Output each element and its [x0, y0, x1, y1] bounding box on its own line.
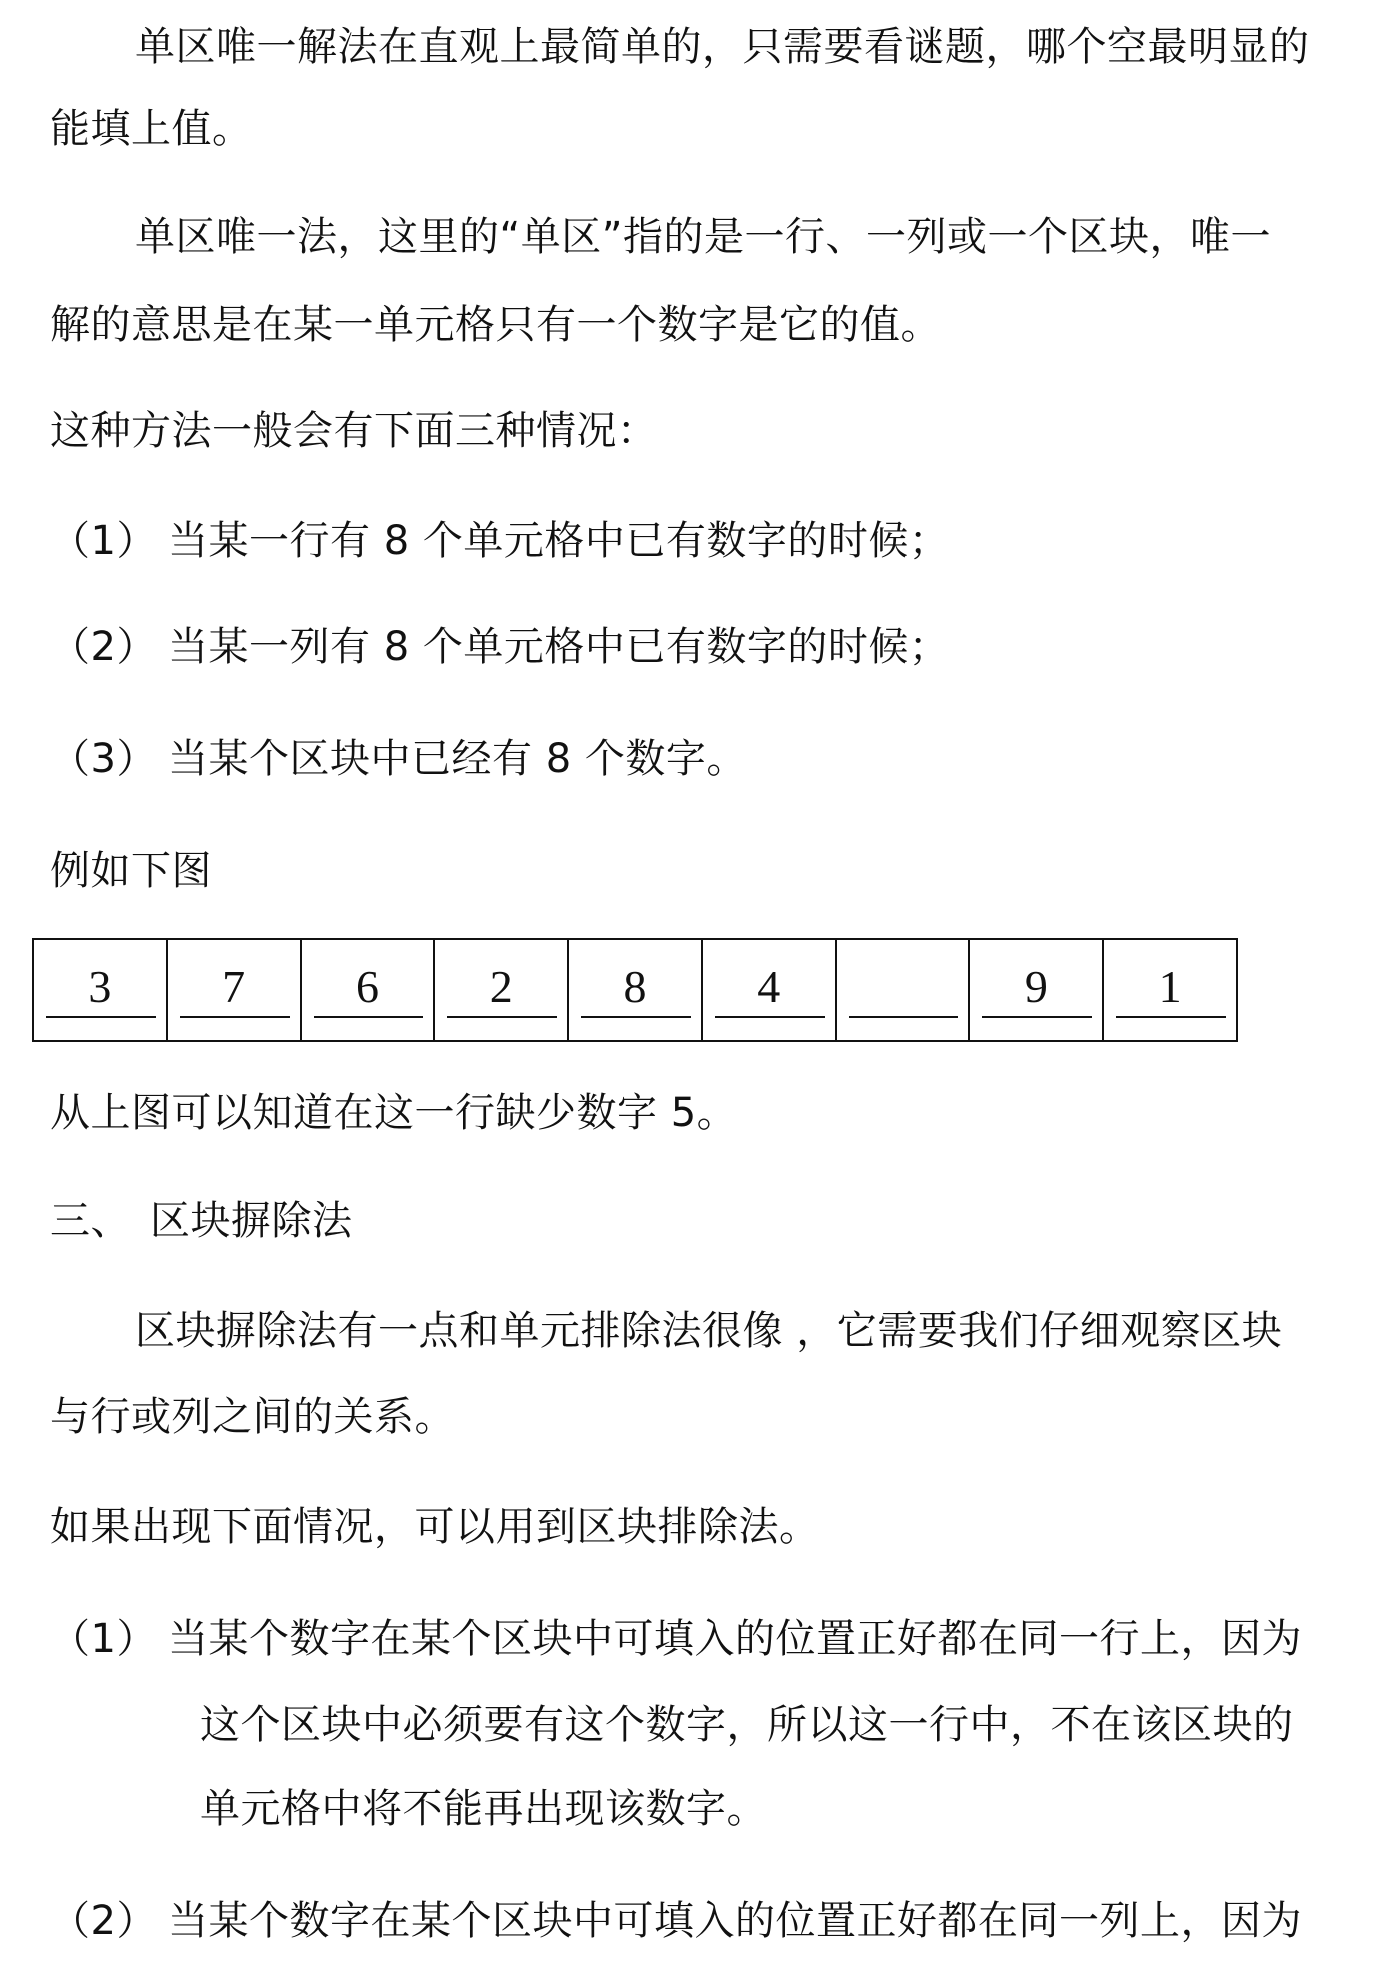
- list-item-number: （1）: [50, 518, 157, 564]
- table-cell: [34, 940, 168, 1040]
- cell-underline: [180, 1016, 290, 1018]
- cell-digit: 7: [222, 961, 246, 1012]
- cell-underline: [447, 1016, 557, 1018]
- list-item-number: （1）: [50, 1616, 157, 1662]
- cell-underline: [314, 1016, 424, 1018]
- cell-digit: 3: [88, 961, 112, 1012]
- paragraph-line: 如果出现下面情况，可以用到区块排除法。: [50, 1504, 820, 1550]
- section-heading: [50, 1196, 353, 1246]
- list-item-continuation: 这个区块中必须要有这个数字，所以这一行中，不在该区块的: [200, 1702, 1294, 1748]
- list-item-number: （2）: [50, 1898, 157, 1944]
- list-item-text: 当某一行有 8 个单元格中已有数字的时候；: [168, 518, 950, 564]
- list-item-continuation: 单元格中将不能再出现该数字。: [200, 1786, 767, 1832]
- section-number: 三、: [50, 1198, 131, 1244]
- cell-underline: [715, 1016, 825, 1018]
- table-cell: [970, 940, 1104, 1040]
- list-item-number: （3）: [50, 736, 157, 782]
- sudoku-row-table: [32, 938, 1238, 1042]
- paragraph-line: 能填上值。: [50, 106, 253, 152]
- table-cell-empty: [837, 940, 971, 1040]
- cell-underline: [581, 1016, 691, 1018]
- table-cell: [703, 940, 837, 1040]
- cell-underline: [849, 1016, 959, 1018]
- paragraph-line: 这种方法一般会有下面三种情况：: [50, 408, 658, 454]
- list-item-text: 当某个数字在某个区块中可填入的位置正好都在同一列上，因为: [168, 1898, 1302, 1944]
- cell-digit: 4: [757, 961, 781, 1012]
- list-item-text: 当某个数字在某个区块中可填入的位置正好都在同一行上，因为: [168, 1616, 1302, 1662]
- list-item-number: （2）: [50, 624, 157, 670]
- table-cell: [1104, 940, 1236, 1040]
- paragraph-line: 与行或列之间的关系。: [50, 1394, 455, 1440]
- paragraph-line: 从上图可以知道在这一行缺少数字 5。: [50, 1090, 738, 1136]
- section-title: 区块摒除法: [150, 1198, 353, 1244]
- list-item: [50, 622, 949, 672]
- cell-underline: [1116, 1016, 1226, 1018]
- paragraph-line: 区块摒除法有一点和单元排除法很像 ，它需要我们仔细观察区块: [135, 1308, 1283, 1354]
- cell-digit: 2: [489, 961, 513, 1012]
- paragraph-line: 解的意思是在某一单元格只有一个数字是它的值。: [50, 302, 941, 348]
- list-item: [50, 516, 949, 566]
- table-cell: [302, 940, 436, 1040]
- table-cell: [569, 940, 703, 1040]
- list-item-text: 当某个区块中已经有 8 个数字。: [168, 736, 747, 782]
- table-cell: [168, 940, 302, 1040]
- cell-digit: 8: [623, 961, 647, 1012]
- list-item: [50, 1896, 1302, 1946]
- list-item-text: 当某一列有 8 个单元格中已有数字的时候；: [168, 624, 950, 670]
- cell-digit: 1: [1158, 961, 1182, 1012]
- example-label: 例如下图: [50, 848, 212, 894]
- cell-underline: [46, 1016, 156, 1018]
- list-item: [50, 734, 747, 784]
- list-item: [50, 1614, 1302, 1664]
- cell-underline: [982, 1016, 1092, 1018]
- cell-digit: 9: [1024, 961, 1048, 1012]
- table-cell: [435, 940, 569, 1040]
- paragraph-line: 单区唯一解法在直观上最简单的，只需要看谜题，哪个空最明显的: [135, 24, 1310, 70]
- cell-digit: 6: [355, 961, 379, 1012]
- paragraph-line: 单区唯一法，这里的“单区”指的是一行、一列或一个区块，唯一: [135, 214, 1271, 260]
